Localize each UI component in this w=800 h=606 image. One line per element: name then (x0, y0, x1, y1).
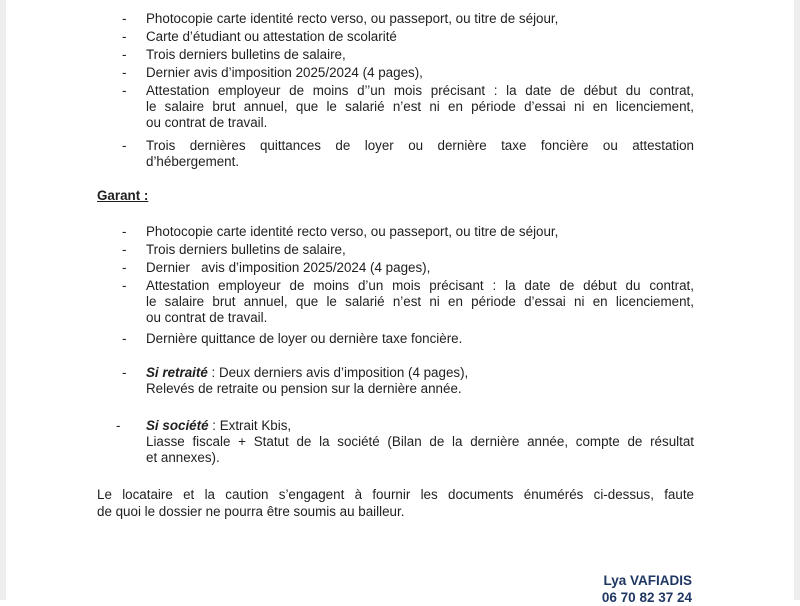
list-item-text (146, 138, 694, 170)
list-item-text: Carte d’étudiant ou attestation de scolarité (146, 29, 397, 44)
list-item-text (146, 278, 694, 327)
text-line: Attestation employeur de moins d’un mois précisant : la date de début du contrat, (146, 278, 694, 293)
text-line: Attestation employeur de moins d’’un mois précisant : la date de début du contrat, (146, 83, 694, 98)
text-line: de quoi le dossier ne pourra être soumis au bailleur. (97, 504, 405, 519)
list-item-text: Photocopie carte identité recto verso, ou passeport, ou titre de séjour, (146, 224, 559, 239)
text-line: Relevés de retraite ou pension sur la dernière année. (146, 381, 462, 397)
list-dash: - (122, 224, 127, 239)
list-item-text: Trois derniers bulletins de salaire, (146, 47, 346, 62)
text-line: et annexes). (146, 450, 220, 466)
list-dash: - (122, 242, 127, 257)
signature-phone: 06 70 82 37 24 (601, 590, 692, 605)
list-dash: - (122, 47, 127, 62)
list-dash: - (122, 29, 127, 44)
list-item-text (146, 365, 694, 397)
list-item-text: Dernière quittance de loyer ou dernière taxe foncière. (146, 331, 463, 346)
closing-paragraph (97, 486, 694, 520)
list-item-text: Trois derniers bulletins de salaire, (146, 242, 346, 257)
list-item-text (146, 83, 694, 132)
text-line: ou contrat de travail. (146, 310, 268, 326)
list-item-text: Dernier avis d’imposition 2025/2024 (4 pages), (146, 260, 431, 275)
list-dash: - (122, 331, 127, 346)
text-line: Le locataire et la caution s’engagent à fournir les documents énumérés ci-dessus, faute (97, 487, 694, 502)
company-label: Si société (146, 418, 209, 433)
signature-name: Lya VAFIADIS (603, 573, 692, 588)
list-item-text (146, 418, 694, 467)
signature-block (602, 572, 692, 606)
list-dash: - (122, 260, 127, 275)
list-item-text: Photocopie carte identité recto verso, ou passeport, ou titre de séjour, (146, 11, 559, 26)
list-dash: - (122, 65, 127, 80)
list-dash: - (122, 365, 127, 380)
text-line (146, 365, 694, 381)
list-dash: - (122, 138, 127, 153)
company-text: : Extrait Kbis, (208, 418, 292, 433)
list-dash: - (122, 83, 127, 98)
text-line: le salaire brut annuel, que le salarié n’est ni en période d’essai ni en licenciement, (146, 99, 694, 115)
list-dash: - (116, 418, 121, 433)
text-line: Liasse fiscale + Statut de la société (Bilan de la dernière année, compte de résultat (146, 434, 694, 450)
text-line: Trois dernières quittances de loyer ou dernière taxe foncière ou attestation (146, 138, 694, 153)
retired-text: : Deux derniers avis d’imposition (4 pages), (207, 365, 469, 380)
text-line: ou contrat de travail. (146, 115, 268, 131)
list-item-text: Dernier avis d’imposition 2025/2024 (4 pages), (146, 65, 423, 80)
list-dash: - (122, 11, 127, 26)
text-line (146, 418, 694, 434)
text-line: d’hébergement. (146, 154, 240, 170)
text-line: le salaire brut annuel, que le salarié n’est ni en période d’essai ni en licenciement, (146, 294, 694, 310)
guarantor-title: Garant : (97, 188, 149, 203)
list-dash: - (122, 278, 127, 293)
retired-label: Si retraité (146, 365, 208, 380)
